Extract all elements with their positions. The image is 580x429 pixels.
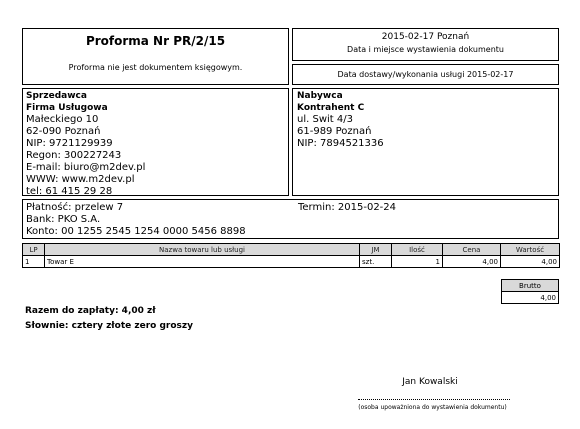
bank-account: Konto: 00 1255 2545 1254 0000 5456 8898 — [26, 226, 246, 237]
cell-unit: szt. — [360, 256, 392, 268]
seller-name: Firma Usługowa — [26, 103, 108, 113]
total-to-pay: Razem do zapłaty: 4,00 zł — [25, 306, 156, 316]
bank-name: Bank: PKO S.A. — [26, 214, 101, 225]
col-header-quantity: Ilość — [392, 244, 443, 256]
payment-method: Płatność: przelew 7 — [26, 202, 124, 213]
col-header-name: Nazwa towaru lub usługi — [45, 244, 360, 256]
brutto-label: Brutto — [502, 280, 559, 292]
issue-date-place: 2015-02-17 Poznań — [381, 32, 470, 42]
col-header-lp: LP — [23, 244, 45, 256]
items-table — [22, 243, 560, 268]
total-in-words: Słownie: cztery złote zero groszy — [25, 321, 193, 331]
seller-box — [22, 88, 289, 196]
buyer-street: ul. Swit 4/3 — [297, 114, 353, 125]
proforma-note: Proforma nie jest dokumentem księgowym. — [68, 63, 243, 72]
buyer-name: Kontrahent C — [297, 103, 365, 113]
document-title: Proforma Nr PR/2/15 — [85, 34, 226, 48]
seller-heading: Sprzedawca — [26, 91, 87, 101]
cell-price: 4,00 — [443, 256, 501, 268]
header-title-box — [22, 28, 289, 85]
brutto-value: 4,00 — [502, 292, 559, 304]
seller-nip: NIP: 9721129939 — [26, 138, 113, 149]
buyer-box — [292, 88, 559, 196]
payment-box — [22, 199, 559, 239]
cell-value: 4,00 — [501, 256, 560, 268]
items-header-row — [23, 244, 560, 256]
seller-phone: tel: 61 415 29 28 — [26, 186, 113, 197]
seller-details — [26, 114, 145, 198]
table-row — [23, 256, 560, 268]
buyer-heading: Nabywca — [297, 91, 343, 101]
cell-lp: 1 — [23, 256, 45, 268]
col-header-value: Wartość — [501, 244, 560, 256]
signatory-name: Jan Kowalski — [402, 377, 458, 387]
seller-street: Małeckiego 10 — [26, 114, 99, 125]
cell-name: Towar E — [45, 256, 360, 268]
buyer-city: 61-989 Poznań — [297, 126, 372, 137]
seller-regon: Regon: 300227243 — [26, 150, 122, 161]
cell-quantity: 1 — [392, 256, 443, 268]
issue-date-label: Data i miejsce wystawienia dokumentu — [347, 45, 504, 54]
issue-date-box — [292, 28, 559, 61]
seller-city: 62-090 Poznań — [26, 126, 101, 137]
delivery-date: Data dostawy/wykonania usługi 2015-02-17 — [337, 70, 514, 79]
col-header-unit: JM — [360, 244, 392, 256]
signature-caption: (osoba upoważniona do wystawienia dokumentu) — [358, 404, 507, 411]
seller-email: E-mail: biuro@m2dev.pl — [26, 162, 146, 173]
seller-www: WWW: www.m2dev.pl — [26, 174, 135, 185]
buyer-details — [297, 114, 384, 150]
delivery-date-box — [292, 64, 559, 85]
buyer-nip: NIP: 7894521336 — [297, 138, 384, 149]
col-header-price: Cena — [443, 244, 501, 256]
payment-term: Termin: 2015-02-24 — [298, 202, 397, 213]
brutto-table — [501, 279, 559, 304]
signature-line — [358, 399, 510, 400]
